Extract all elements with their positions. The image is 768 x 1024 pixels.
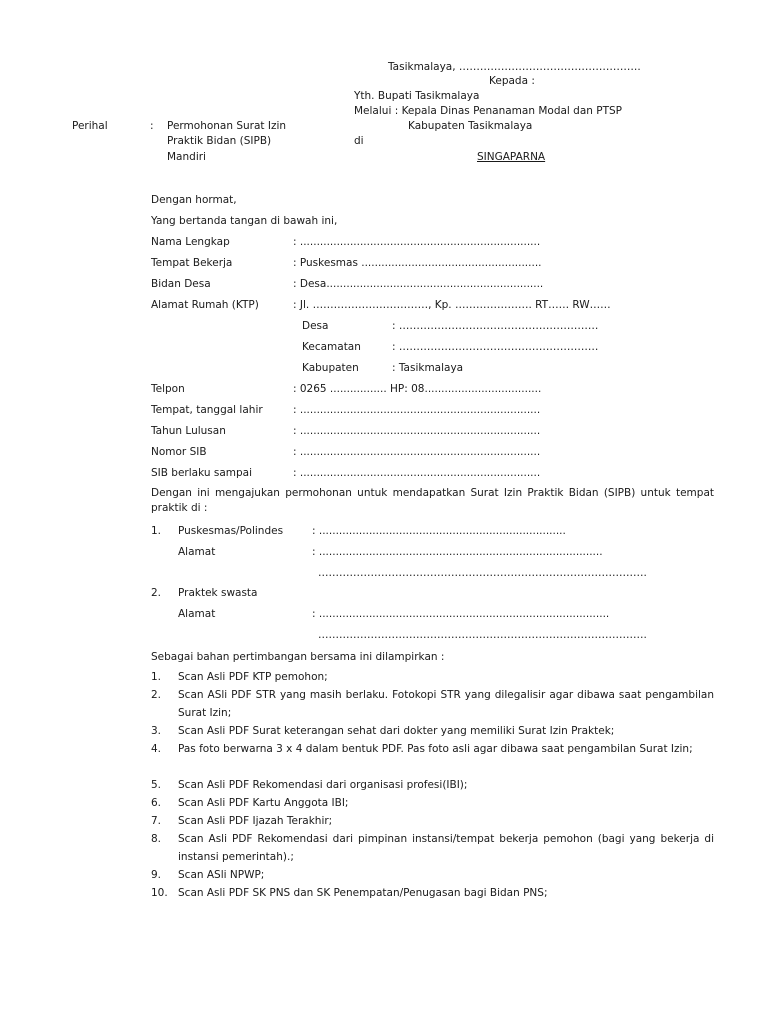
field-value: : ........................................................................ [293,425,541,437]
attachment-text: Scan Asli PDF Surat keterangan sehat dari dokter yang memiliki Surat Izin Praktek; [178,725,615,737]
attachment-text: Scan Asli PDF Ijazah Terakhir; [178,815,333,827]
attachment-text: Scan ASli NPWP; [178,869,265,881]
field-value: : Puskesmas ...................................................... [293,257,542,269]
kepada-label: Kepada : [489,75,535,87]
perihal-label: Perihal [72,120,108,132]
field-row [151,403,721,417]
address-sub-label: Kecamatan [302,341,361,353]
field-label: SIB berlaku sampai [151,467,252,479]
place-name-value: : .......................................................................... [312,525,566,537]
place-name: Puskesmas/Polindes [178,525,284,537]
field-value: : 0265 ................. HP: 08................................... [293,383,542,395]
place-number: 2. [151,587,162,599]
perihal-line-1: Permohonan Surat Izin [167,120,287,132]
recipient: Yth. Bupati Tasikmalaya [354,90,480,102]
field-row [151,445,721,459]
field-label: Nomor SIB [151,446,207,458]
address-sub-label: Kabupaten [302,362,359,374]
place-address-value: : ..................................................................................... [312,546,603,558]
field-label: Tahun Lulusan [151,425,226,437]
attachment-number: 2. [151,689,162,701]
field-label: Nama Lengkap [151,236,230,248]
field-value: : ........................................................................ [293,446,541,458]
attachment-text: Scan Asli PDF Kartu Anggota IBI; [178,797,349,809]
attachment-number: 5. [151,779,162,791]
field-row [151,424,721,438]
attachments-intro: Sebagai bahan pertimbangan bersama ini dilampirkan : [151,651,445,663]
field-label: Tempat Bekerja [151,257,233,269]
field-row [151,382,721,396]
field-value: : ........................................................................ [293,236,541,248]
field-value: : Desa................................................................. [293,278,544,290]
field-label: Alamat Rumah (KTP) [151,299,259,311]
address-sub-value: : Tasikmalaya [392,362,464,374]
attachment-text: Scan ASli PDF STR yang masih berlaku. Fotokopi STR yang dilegalisir agar dibawa saat pengambilan Surat Izin; [178,689,714,719]
attachment-number: 1. [151,671,162,683]
intro-text: Yang bertanda tangan di bawah ini, [151,215,338,227]
city-name: SINGAPARNA [477,151,546,163]
field-label: Bidan Desa [151,278,211,290]
attachment-number: 4. [151,743,162,755]
attachment-text: Scan Asli PDF Rekomendasi dari pimpinan instansi/tempat bekerja pemohon (bagi yang bekerja di instansi pemerintah).; [178,833,714,863]
attachment-number: 9. [151,869,162,881]
field-row [151,298,721,312]
field-value: : Jl. ……………………………, Kp. …………………. RT…… RW…… [293,299,611,311]
attachment-number: 3. [151,725,162,737]
attachment-number: 7. [151,815,162,827]
perihal-colon: : [150,120,154,132]
attachment-text: Pas foto berwarna 3 x 4 dalam bentuk PDF. Pas foto asli agar dibawa saat pengambilan Surat Izin; [178,743,693,755]
field-row [151,277,721,291]
perihal-line-2: Praktik Bidan (SIPB) [167,135,272,147]
place-address-label: Alamat [178,608,216,620]
place-address-continuation: …………………………………………………………………………………. [318,629,647,641]
place-number: 1. [151,525,162,537]
place-address-label: Alamat [178,546,216,558]
address-sub-label: Desa [302,320,329,332]
perihal-line-3: Mandiri [167,151,206,163]
field-label: Tempat, tanggal lahir [151,404,263,416]
via-line: Melalui : Kepala Dinas Penanaman Modal dan PTSP [354,105,623,117]
field-row [151,466,721,480]
attachment-text: Scan Asli PDF Rekomendasi dari organisasi profesi(IBI); [178,779,468,791]
place-name: Praktek swasta [178,587,258,599]
field-row [151,235,721,249]
place-address-value: : ....................................................................................... [312,608,610,620]
field-value: : ........................................................................ [293,467,541,479]
address-sub-value: : ………………………………………………… [392,320,599,332]
greeting: Dengan hormat, [151,194,237,206]
attachment-number: 8. [151,833,162,845]
attachment-number: 10. [151,887,168,899]
request-paragraph: Dengan ini mengajukan permohonan untuk mendapatkan Surat Izin Praktik Bidan (SIPB) untuk tempat praktik di : [151,487,714,514]
field-row [151,256,721,270]
attachment-number: 6. [151,797,162,809]
field-value: : ........................................................................ [293,404,541,416]
regency-line: Kabupaten Tasikmalaya [408,120,533,132]
attachment-text: Scan Asli PDF KTP pemohon; [178,671,328,683]
place-date: Tasikmalaya, ……………………………………………. [388,61,641,73]
field-label: Telpon [151,383,185,395]
attachment-text: Scan Asli PDF SK PNS dan SK Penempatan/Penugasan bagi Bidan PNS; [178,887,548,899]
di-label: di [354,135,364,147]
place-address-continuation: …………………………………………………………………………………. [318,567,647,579]
address-sub-value: : ………………………………………………… [392,341,599,353]
